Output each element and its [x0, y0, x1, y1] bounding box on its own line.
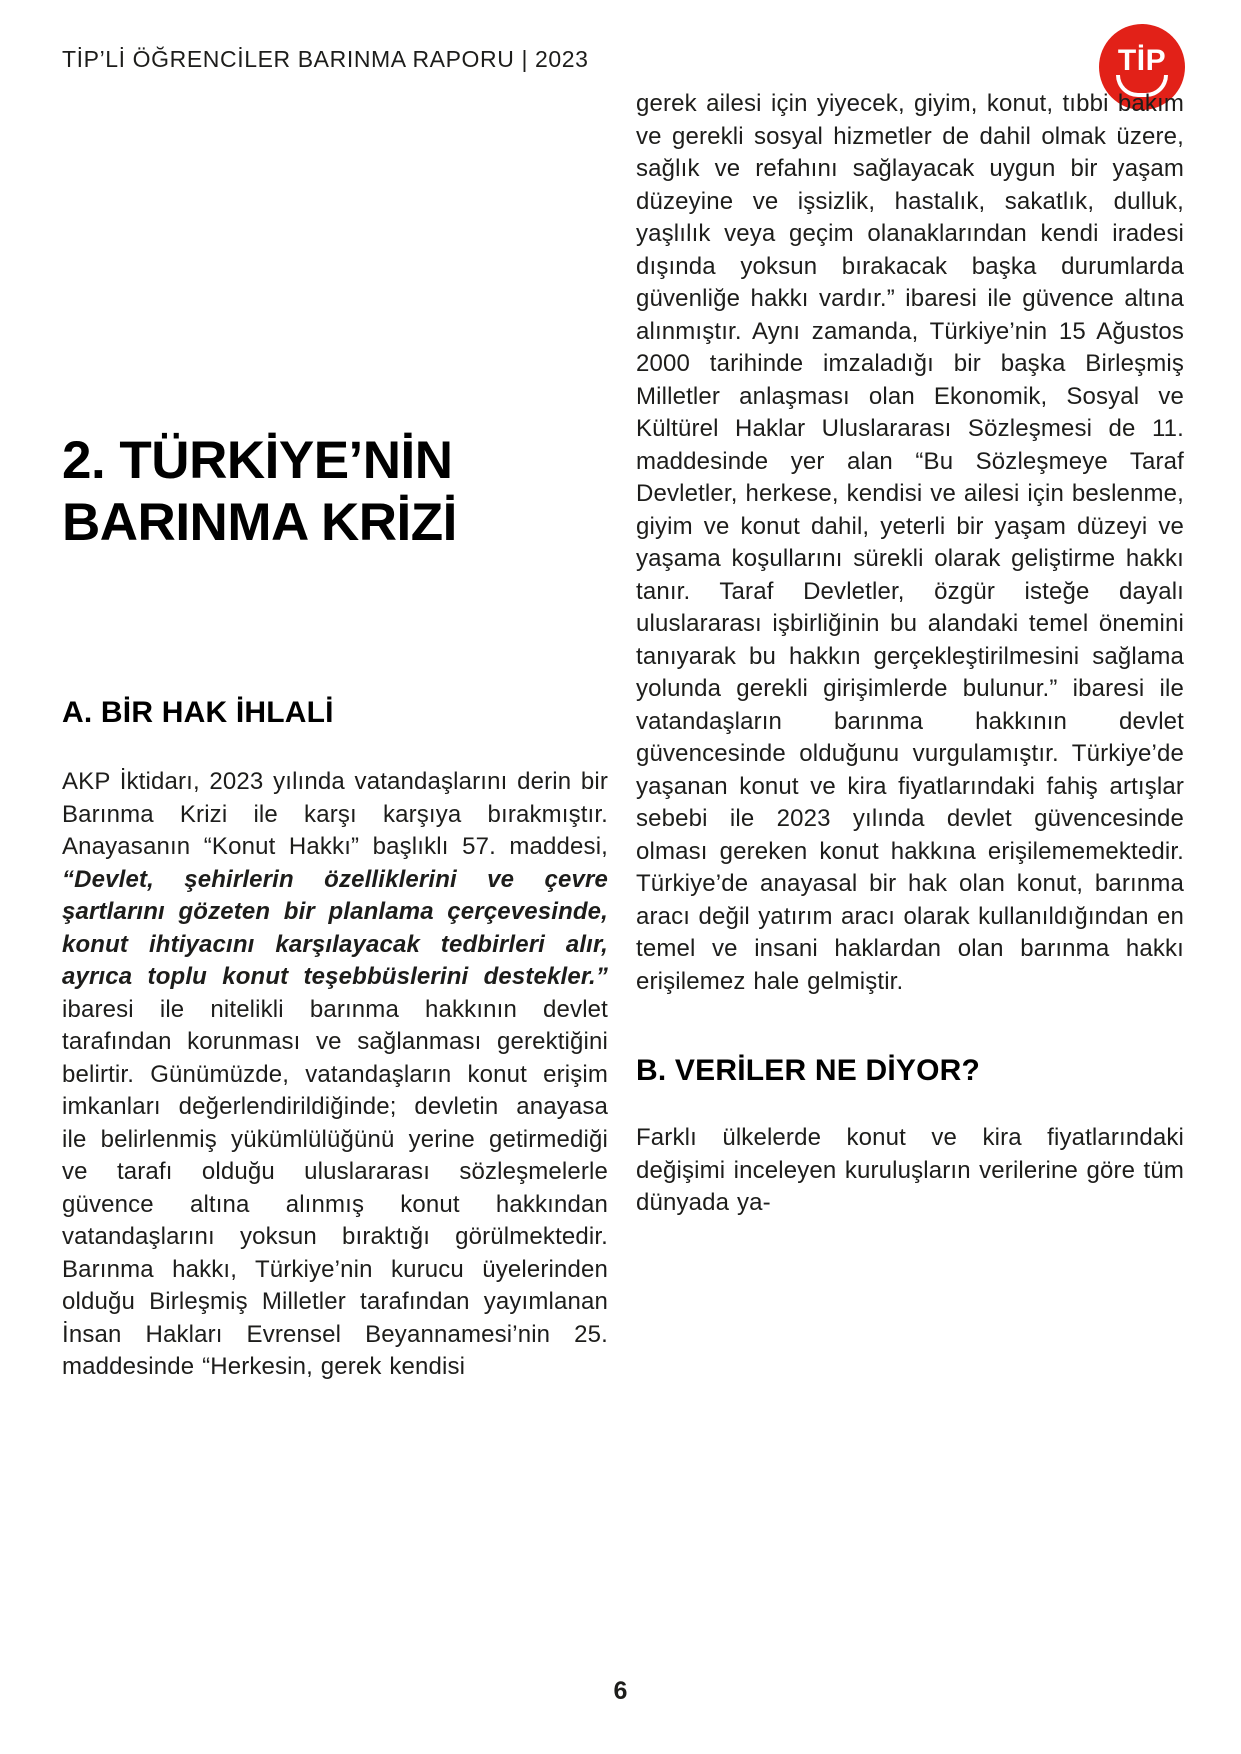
left-column — [62, 430, 608, 1384]
logo-text: TİP — [1117, 44, 1167, 77]
section-a-paragraph — [62, 766, 608, 1384]
chapter-title-line2: BARINMA KRİZİ — [62, 493, 457, 552]
page-number: 6 — [613, 1677, 628, 1705]
section-a-heading: A. BİR HAK İHLALİ — [62, 696, 334, 729]
paragraph-text-after-quote: ibaresi ile nitelikli barınma hakkının devlet tarafından korunması ve sağlanması gerektiğini belirtir. Günümüzde, vatandaşların konut erişim imkanları değerlendirildiğinde; devletin anayasa ile belirlenmiş yükümlülüğünü yerine getirmediği ve tarafı olduğu uluslararası sözleşmelerle güvence altına alınmış konut hakkından vatandaşlarını yoksun bıraktığı görülmektedir. Barınma hakkı, Türkiye’nin kurucu üyelerinden olduğu Birleşmiş Milletler tarafından yayımlanan İnsan Hakları Evrensel Beyannamesi’nin 25. maddesinde “Herkesin, gerek kendisi — [62, 995, 608, 1380]
section-b-paragraph: Farklı ülkelerde konut ve kira fiyatlarındaki değişimi inceleyen kuruluşların verilerine göre tüm dünyada ya- — [636, 1124, 1184, 1216]
section-b-heading: B. VERİLER NE DİYOR? — [636, 1054, 981, 1087]
constitution-article-quote: “Devlet, şehirlerin özelliklerini ve çevre şartlarını gözeten bir planlama çerçevesinde, konut ihtiyacını karşılayacak tedbirleri alır, ayrıca toplu konut teşebbüslerini destekler.” — [62, 865, 608, 990]
continued-paragraph: gerek ailesi için yiyecek, giyim, konut, tıbbi bakım ve gerekli sosyal hizmetler de dahil olmak üzere, sağlık ve refahını sağlayacak uygun bir yaşam düzeyine ve işsizlik, hastalık, sakatlık, dulluk, yaşlılık veya geçim olanaklarından kendi iradesi dışında yoksun bırakacak başka durumlarda güvenliğe hakkı vardır.” ibaresi ile güvence altına alınmıştır. Aynı zamanda, Türkiye’nin 15 Ağustos 2000 tarihinde imzaladığı bir başka Birleşmiş Milletler anlaşması olan Ekonomik, Sosyal ve Kültürel Haklar Uluslararası Sözleşmesi de 11. maddesinde yer alan “Bu Sözleşmeye Taraf Devletler, herkese, kendisi ve ailesi için beslenme, giyim ve konut dahil, yeterli bir yaşam düzeyi ve yaşama koşullarını sürekli olarak geliştirme hakkı tanır. Taraf Devletler, özgür isteğe dayalı uluslararası işbirliğinin bu alandaki temel önemini tanıyarak bu hakkın gerçekleştirilmesini sağlama yolunda gerekli girişimlerde bulunur.” ibaresi ile vatandaşların barınma hakkının devlet güvencesinde olduğunu vurgulamıştır. Türkiye’de yaşanan konut ve kira fiyatlarındaki fahiş artışlar sebebi ile 2023 yılında devlet güvencesinde olması gereken konut hakkına erişilememektedir. Türkiye’de anayasal bir hak olan konut, barınma aracı değil yatırım aracı olarak kullanıldığından en temel ve insani haklardan olan barınma hakkı erişilemez hale gelmiştir. — [636, 90, 1184, 995]
right-column — [636, 88, 1184, 1220]
chapter-title — [62, 430, 608, 554]
chapter-title-line1: 2. TÜRKİYE’NİN — [62, 431, 453, 490]
report-header-title: TİP’Lİ ÖĞRENCİLER BARINMA RAPORU | 2023 — [62, 46, 589, 72]
paragraph-text-before-quote: AKP İktidarı, 2023 yılında vatandaşlarını derin bir Barınma Krizi ile karşı karşıya bırakmıştır. Anayasanın “Konut Hakkı” başlıklı 57. maddesi, — [62, 768, 608, 860]
